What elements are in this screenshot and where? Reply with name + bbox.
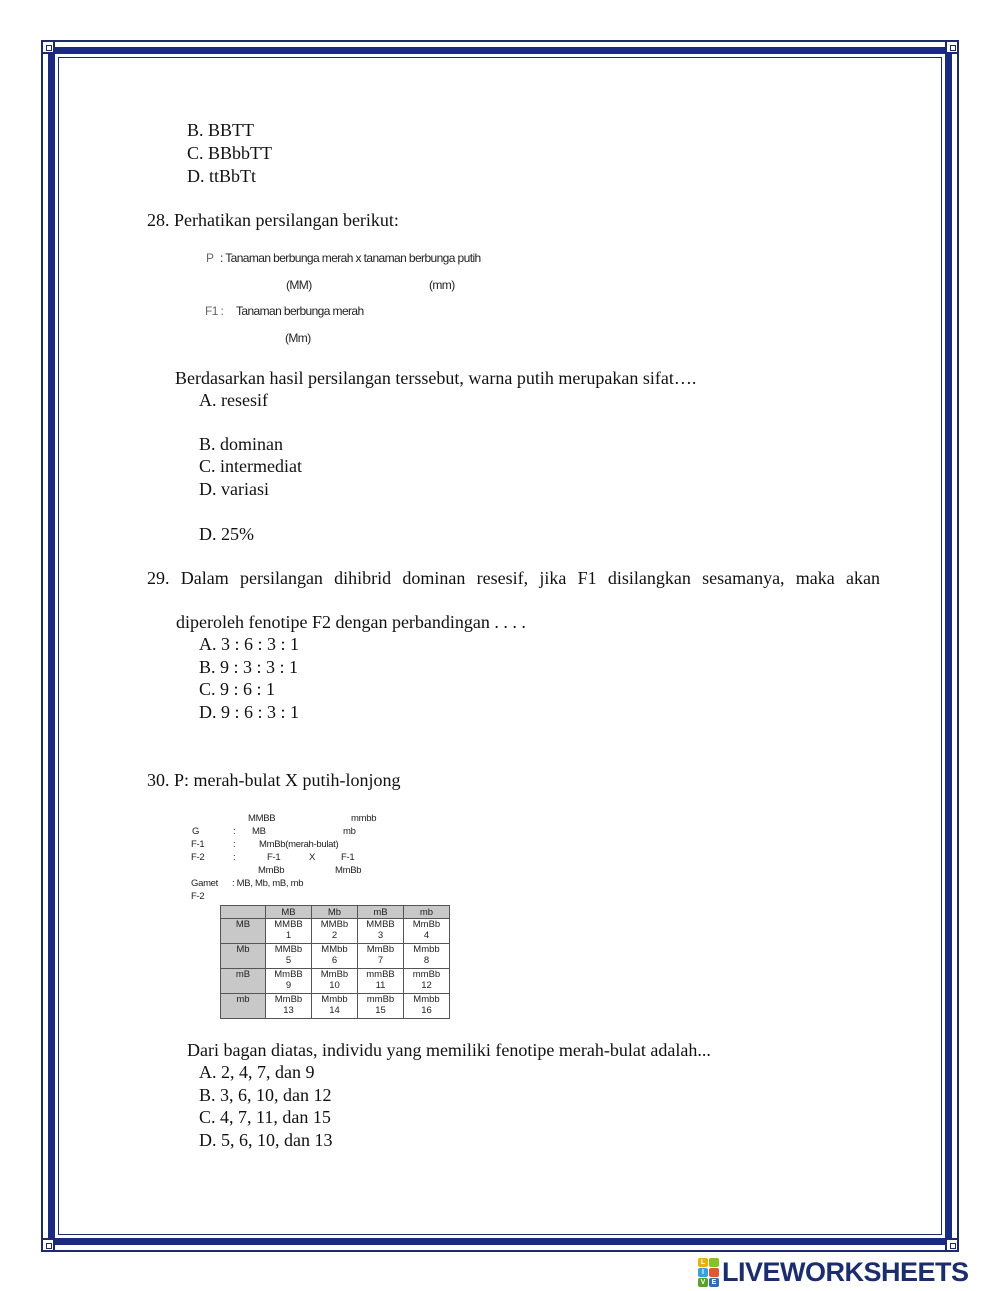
- q30-gamet-label: Gamet: [191, 878, 219, 889]
- q28-option-a: A. resesif: [199, 390, 268, 410]
- q30-g-gamete-2: mb: [343, 826, 356, 837]
- punnett-col-header: mB: [358, 906, 404, 919]
- punnett-row-header: mB: [221, 969, 266, 994]
- corner-ornament-tr: [945, 40, 959, 54]
- punnett-cell: Mmbb 8: [404, 944, 450, 969]
- q30-f2-genotype-2: MmBb: [335, 865, 362, 876]
- q27-option-c: C. BBbbTT: [187, 143, 273, 163]
- punnett-cell: MMBB 3: [358, 919, 404, 944]
- q30-f1-colon: :: [233, 839, 236, 850]
- q30-f1-text: MmBb(merah-bulat): [259, 839, 339, 850]
- logo-text: LIVEWORKSHEETS: [722, 1256, 969, 1287]
- q28-stem: 28. Perhatikan persilangan berikut:: [147, 210, 399, 230]
- punnett-cell: MMbb 6: [312, 944, 358, 969]
- q30-question: Dari bagan diatas, individu yang memiliki fenotipe merah-bulat adalah...: [187, 1040, 711, 1060]
- punnett-row: [221, 994, 450, 1019]
- q28-f1-label: F1 :: [205, 304, 224, 318]
- punnett-cell: MmBB 9: [266, 969, 312, 994]
- punnett-row-header: Mb: [221, 944, 266, 969]
- punnett-row-header: MB: [221, 919, 266, 944]
- logo-mark-icon: L I V E: [698, 1258, 719, 1287]
- punnett-cell: Mmbb 16: [404, 994, 450, 1019]
- corner-ornament-tl: [41, 40, 55, 54]
- q30-option-d: D. 5, 6, 10, dan 13: [199, 1130, 333, 1150]
- q28-p-text: : Tanaman berbunga merah x tanaman berbunga putih: [220, 251, 481, 265]
- q30-gamet-text: : MB, Mb, mB, mb: [232, 878, 304, 889]
- q28-f1-genotype: (Mm): [285, 331, 311, 345]
- punnett-cell: Mmbb 14: [312, 994, 358, 1019]
- q30-g-label: G: [192, 826, 200, 837]
- q30-g-colon: :: [233, 826, 236, 837]
- q29-option-b: B. 9 : 3 : 3 : 1: [199, 657, 299, 677]
- punnett-cell: MMBb 2: [312, 919, 358, 944]
- q30-parent-genotype-1: MMBB: [248, 813, 276, 824]
- punnett-row: [221, 919, 450, 944]
- q28-question: Berdasarkan hasil persilangan terssebut, warna putih merupakan sifat….: [175, 368, 697, 388]
- corner-ornament-bl: [41, 1238, 55, 1252]
- punnett-row-header: mb: [221, 994, 266, 1019]
- q30-f2-parent-1: F-1: [267, 852, 281, 863]
- punnett-col-header: mb: [404, 906, 450, 919]
- q29-option-d: D. 9 : 6 : 3 : 1: [199, 702, 300, 722]
- q30-g-gamete-1: MB: [252, 826, 266, 837]
- q29-stem-line2: diperoleh fenotipe F2 dengan perbandingan . . . .: [176, 612, 526, 632]
- q27-option-d: D. ttBbTt: [187, 166, 257, 186]
- q28-option-d: D. variasi: [199, 479, 269, 499]
- q28-p-genotype-2: (mm): [429, 278, 455, 292]
- q28-p-label: P: [206, 251, 214, 265]
- q28-option-c: C. intermediat: [199, 456, 302, 476]
- punnett-cell: mmBB 11: [358, 969, 404, 994]
- punnett-cell: MMBb 5: [266, 944, 312, 969]
- punnett-row: [221, 969, 450, 994]
- punnett-cell: mmBb 12: [404, 969, 450, 994]
- q28-f1-text: Tanaman berbunga merah: [236, 304, 364, 318]
- punnett-cell: MmBb 13: [266, 994, 312, 1019]
- q30-f2-table-label: F-2: [191, 891, 205, 902]
- punnett-cell: MmBb 4: [404, 919, 450, 944]
- q28-option-extra: D. 25%: [199, 524, 254, 544]
- q30-f2-cross: X: [309, 852, 316, 863]
- punnett-square: [220, 905, 450, 1019]
- punnett-col-header: Mb: [312, 906, 358, 919]
- q30-f2-genotype-1: MmBb: [258, 865, 285, 876]
- q28-p-genotype-1: (MM): [286, 278, 312, 292]
- q29-option-c: C. 9 : 6 : 1: [199, 679, 276, 699]
- q30-parent-genotype-2: mmbb: [351, 813, 377, 824]
- q29-stem-line1: 29. Dalam persilangan dihibrid dominan resesif, jika F1 disilangkan sesamanya, maka akan: [147, 568, 880, 588]
- q29-option-a: A. 3 : 6 : 3 : 1: [199, 634, 300, 654]
- q30-option-a: A. 2, 4, 7, dan 9: [199, 1062, 315, 1082]
- punnett-row: [221, 944, 450, 969]
- punnett-cell: MMBB 1: [266, 919, 312, 944]
- punnett-cell: mmBb 15: [358, 994, 404, 1019]
- punnett-cell: MmBb 7: [358, 944, 404, 969]
- q30-f2-colon: :: [233, 852, 236, 863]
- q28-option-b: B. dominan: [199, 434, 283, 454]
- punnett-cell: MmBb 10: [312, 969, 358, 994]
- q30-f2-parent-2: F-1: [341, 852, 355, 863]
- punnett-corner: [221, 906, 266, 919]
- q27-option-b: B. BBTT: [187, 120, 255, 140]
- q30-stem: 30. P: merah-bulat X putih-lonjong: [147, 770, 401, 790]
- q30-f1-label: F-1: [191, 839, 205, 850]
- punnett-col-header: MB: [266, 906, 312, 919]
- corner-ornament-br: [945, 1238, 959, 1252]
- liveworksheets-logo[interactable]: [698, 1258, 969, 1286]
- q30-option-c: C. 4, 7, 11, dan 15: [199, 1107, 331, 1127]
- punnett-header-row: [221, 906, 450, 919]
- q30-f2-label: F-2: [191, 852, 205, 863]
- q30-option-b: B. 3, 6, 10, dan 12: [199, 1085, 332, 1105]
